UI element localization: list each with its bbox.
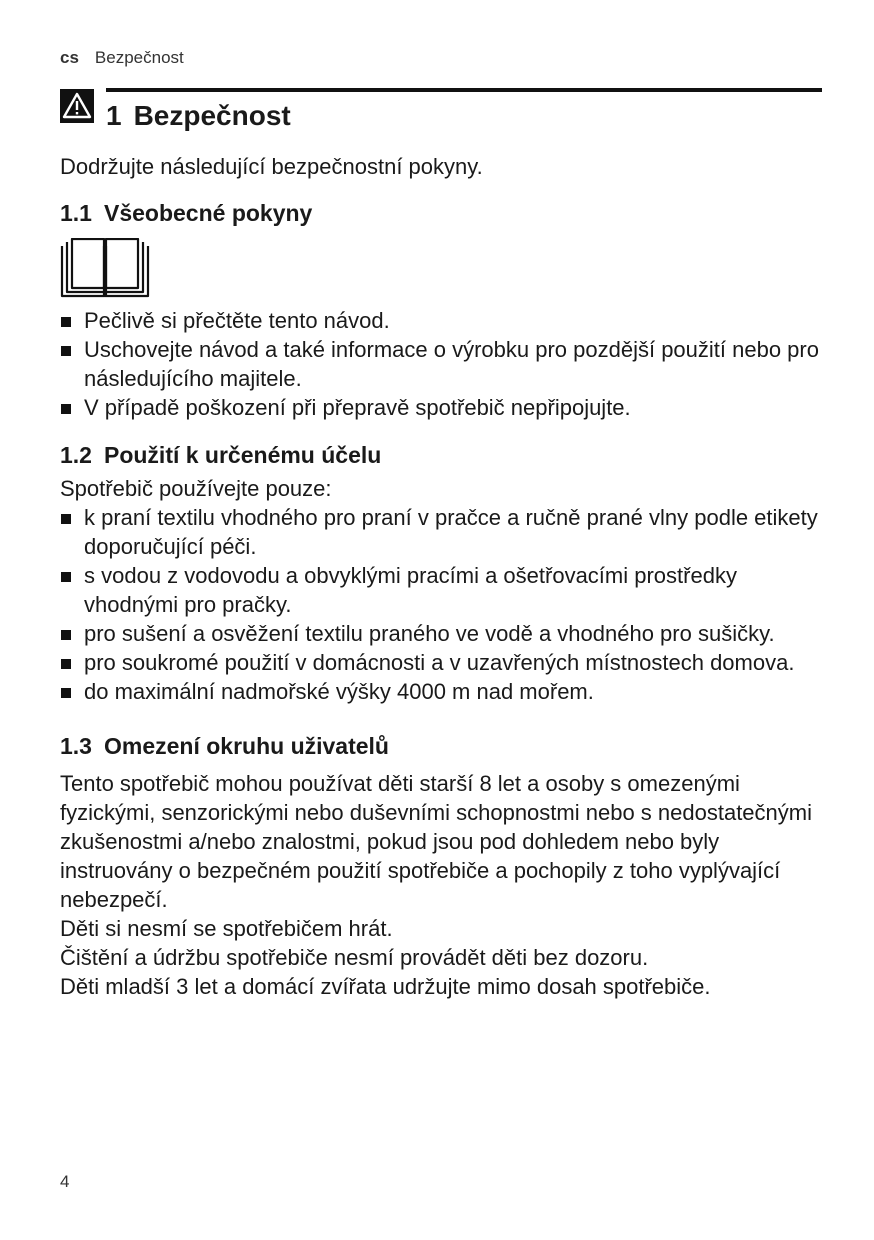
paragraph: Tento spotřebič mohou používat děti starší 8 let a osoby s omezenými fyzickými, senzorickými nebo duševními schopnostmi nebo s nedostatečnými zkušenostmi a/nebo znalostmi, pokud jsou pod dohledem nebo byly instruovány o bezpečném použití spotřebiče a pochopily z toho vyplývající nebezpečí. [60, 771, 812, 912]
language-code: cs [60, 48, 79, 67]
list-item: do maximální nadmořské výšky 4000 m nad mořem. [60, 677, 822, 706]
section-heading-user-restriction [60, 731, 822, 761]
list-item: pro sušení a osvěžení textilu praného ve vodě a vhodného pro sušičky. [60, 619, 822, 648]
general-list [60, 306, 822, 422]
list-item: Pečlivě si přečtěte tento návod. [60, 306, 822, 335]
list-item: k praní textilu vhodného pro praní v pračce a ručně prané vlny podle etikety doporučující péči. [60, 503, 822, 561]
intended-use-list [60, 503, 822, 706]
section-number: 1.3 [60, 733, 92, 759]
section-title: Omezení okruhu uživatelů [103, 733, 389, 759]
page-number: 4 [60, 1172, 70, 1191]
paragraph: Čištění a údržbu spotřebiče nesmí provádět děti bez dozoru. [60, 945, 649, 970]
section-heading-intended-use [60, 440, 822, 470]
intro-text: Dodržujte následující bezpečnostní pokyny. [60, 154, 483, 179]
list-item: pro soukromé použití v domácnosti a v uzavřených místnostech domova. [60, 648, 822, 677]
chapter-rule [106, 88, 822, 92]
open-book-icon [60, 238, 150, 300]
user-restriction-body [60, 769, 822, 1001]
list-item: s vodou z vodovodu a obvyklými pracími a ošetřovacími prostředky vhodnými pro pračky. [60, 561, 822, 619]
paragraph: Děti si nesmí se spotřebičem hrát. [60, 916, 393, 941]
page-content [60, 152, 822, 1001]
list-item: Uschovejte návod a také informace o výrobku pro pozdější použití nebo pro následujícího majitele. [60, 335, 822, 393]
intended-use-lead: Spotřebič používejte pouze: [60, 476, 332, 501]
section-title: Použití k určenému účelu [103, 442, 382, 468]
chapter-number: 1 [106, 100, 122, 131]
page-header [60, 48, 184, 68]
section-number: 1.1 [60, 200, 92, 226]
list-item: V případě poškození při přepravě spotřebič nepřipojujte. [60, 393, 822, 422]
header-section-title: Bezpečnost [94, 48, 184, 67]
section-title: Všeobecné pokyny [103, 200, 313, 226]
chapter-title [106, 100, 291, 132]
warning-triangle-icon [60, 89, 94, 123]
section-heading-general [60, 198, 822, 228]
section-number: 1.2 [60, 442, 92, 468]
paragraph: Děti mladší 3 let a domácí zvířata udržujte mimo dosah spotřebiče. [60, 974, 711, 999]
chapter-title-text: Bezpečnost [133, 100, 291, 131]
